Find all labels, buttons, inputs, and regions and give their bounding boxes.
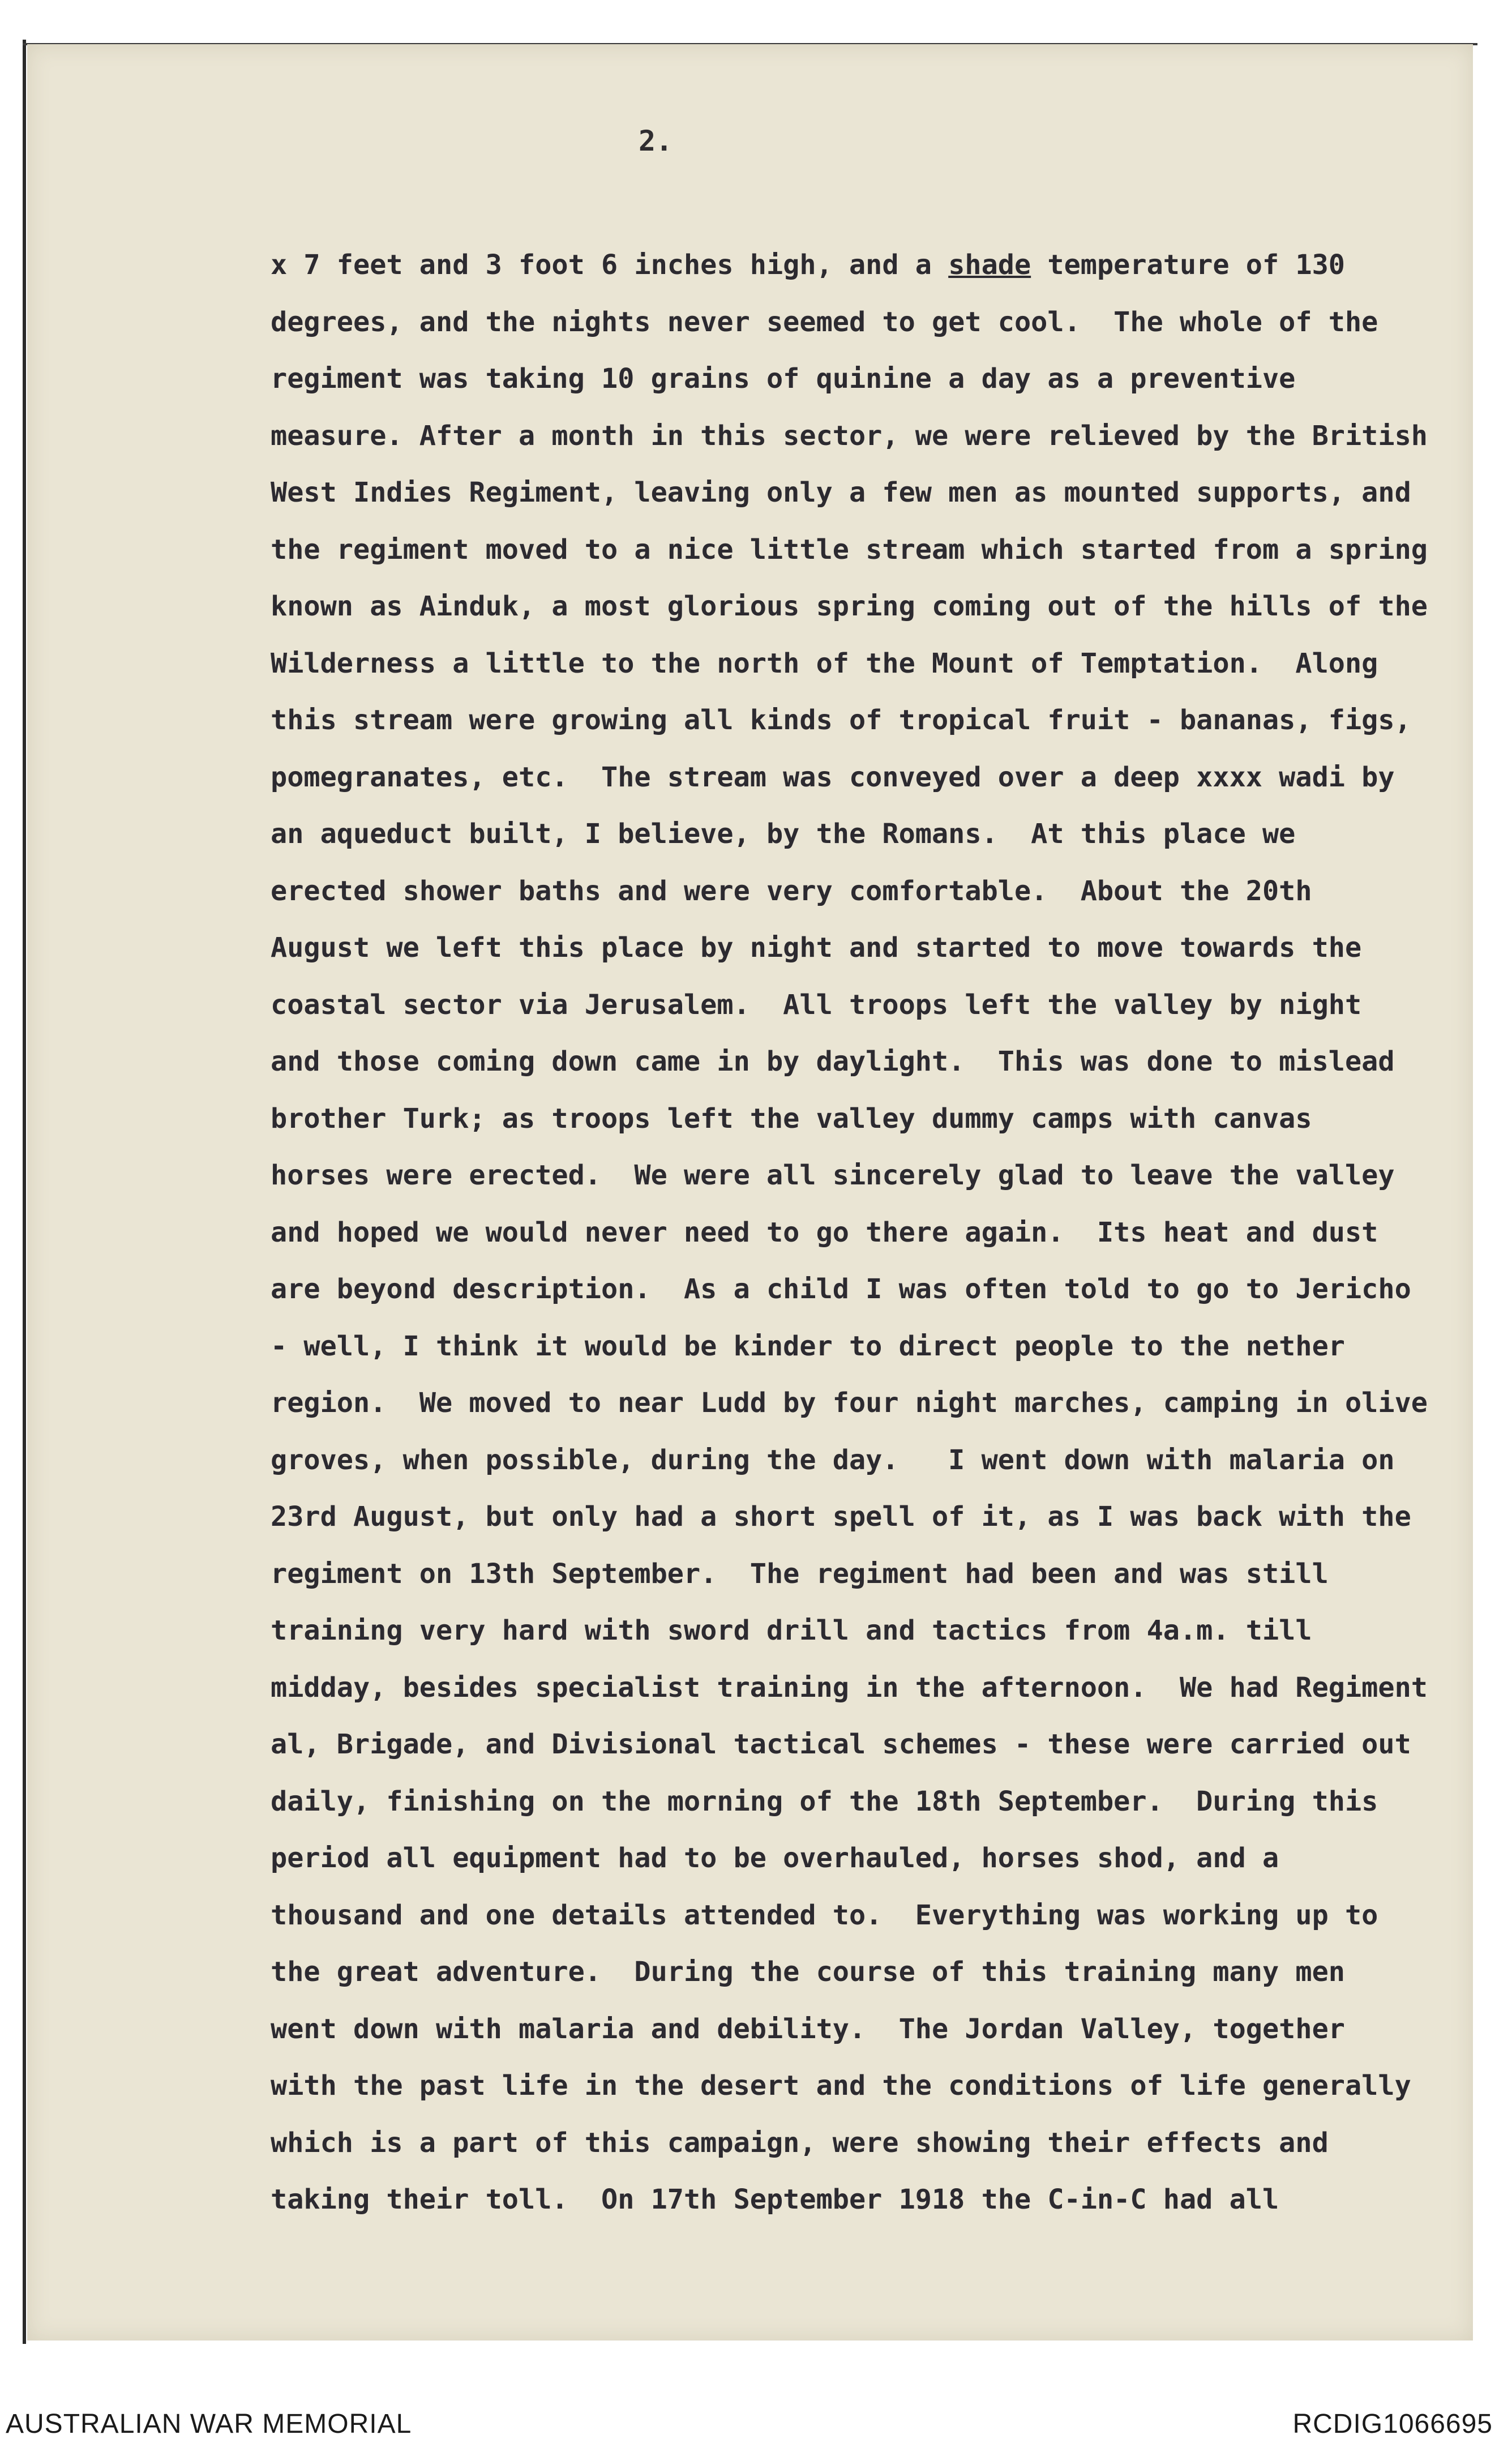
body-line: coastal sector via Jerusalem. All troops left the valley by night xyxy=(271,989,1362,1021)
body-line: regiment was taking 10 grains of quinine a day as a preventive xyxy=(271,363,1296,395)
body-line: - well, I think it would be kinder to direct people to the nether xyxy=(271,1330,1345,1362)
body-line: the regiment moved to a nice little stream which started from a spring xyxy=(271,533,1428,566)
body-line: which is a part of this campaign, were showing their effects and xyxy=(271,2126,1329,2159)
body-line: thousand and one details attended to. Everything was working up to xyxy=(271,1899,1378,1931)
body-line: horses were erected. We were all sincerely glad to leave the valley xyxy=(271,1159,1395,1191)
body-line: training very hard with sword drill and tactics from 4a.m. till xyxy=(271,1615,1312,1646)
body-line: al, Brigade, and Divisional tactical schemes - these were carried out xyxy=(271,1728,1411,1760)
body-line: went down with malaria and debility. The Jordan Valley, together xyxy=(271,2013,1345,2045)
body-line: known as Ainduk, a most glorious spring coming out of the hills of the xyxy=(271,591,1428,622)
body-line: groves, when possible, during the day. I went down with malaria on xyxy=(271,1444,1395,1476)
body-line: region. We moved to near Ludd by four night marches, camping in olive xyxy=(271,1387,1428,1419)
underlined-word: shade xyxy=(948,249,1031,281)
body-line: x 7 feet and 3 foot 6 inches high, and a shade temperature of 130 xyxy=(271,249,1345,281)
body-line: regiment on 13th September. The regiment had been and was still xyxy=(271,1558,1329,1590)
body-line: August we left this place by night and started to move towards the xyxy=(271,932,1362,964)
body-line: measure. After a month in this sector, we were relieved by the British xyxy=(271,420,1428,452)
body-line: this stream were growing all kinds of tropical fruit - bananas, figs, xyxy=(271,704,1411,736)
body-line: and those coming down came in by daylight. This was done to mislead xyxy=(271,1046,1395,1077)
body-line: midday, besides specialist training in the afternoon. We had Regiment xyxy=(271,1671,1428,1704)
body-line: West Indies Regiment, leaving only a few men as mounted supports, and xyxy=(271,477,1411,508)
body-line: erected shower baths and were very comfortable. About the 20th xyxy=(271,875,1312,907)
body-line: are beyond description. As a child I was often told to go to Jericho xyxy=(271,1273,1411,1305)
body-line: the great adventure. During the course of this training many men xyxy=(271,1956,1345,1988)
body-line: period all equipment had to be overhauled, horses shod, and a xyxy=(271,1842,1279,1874)
body-line: Wilderness a little to the north of the Mount of Temptation. Along xyxy=(271,647,1378,679)
body-line: degrees, and the nights never seemed to get cool. The whole of the xyxy=(271,306,1378,338)
typewritten-body xyxy=(271,237,1482,2228)
body-line: an aqueduct built, I believe, by the Romans. At this place we xyxy=(271,818,1296,850)
scan-left-edge xyxy=(23,40,26,2344)
body-line: daily, finishing on the morning of the 18th September. During this xyxy=(271,1785,1378,1817)
page-number: 2. xyxy=(639,125,673,157)
body-line: with the past life in the desert and the conditions of life generally xyxy=(271,2070,1411,2102)
archive-attribution: AUSTRALIAN WAR MEMORIAL xyxy=(6,2409,412,2439)
body-line: taking their toll. On 17th September 1918 the C-in-C had all xyxy=(271,2184,1279,2215)
body-line: brother Turk; as troops left the valley dummy camps with canvas xyxy=(271,1102,1312,1135)
body-line: pomegranates, etc. The stream was conveyed over a deep xxxx wadi by xyxy=(271,761,1395,793)
archive-record-id: RCDIG1066695 xyxy=(1292,2409,1493,2439)
body-line: and hoped we would never need to go there again. Its heat and dust xyxy=(271,1216,1378,1248)
body-line: 23rd August, but only had a short spell of it, as I was back with the xyxy=(271,1501,1411,1533)
